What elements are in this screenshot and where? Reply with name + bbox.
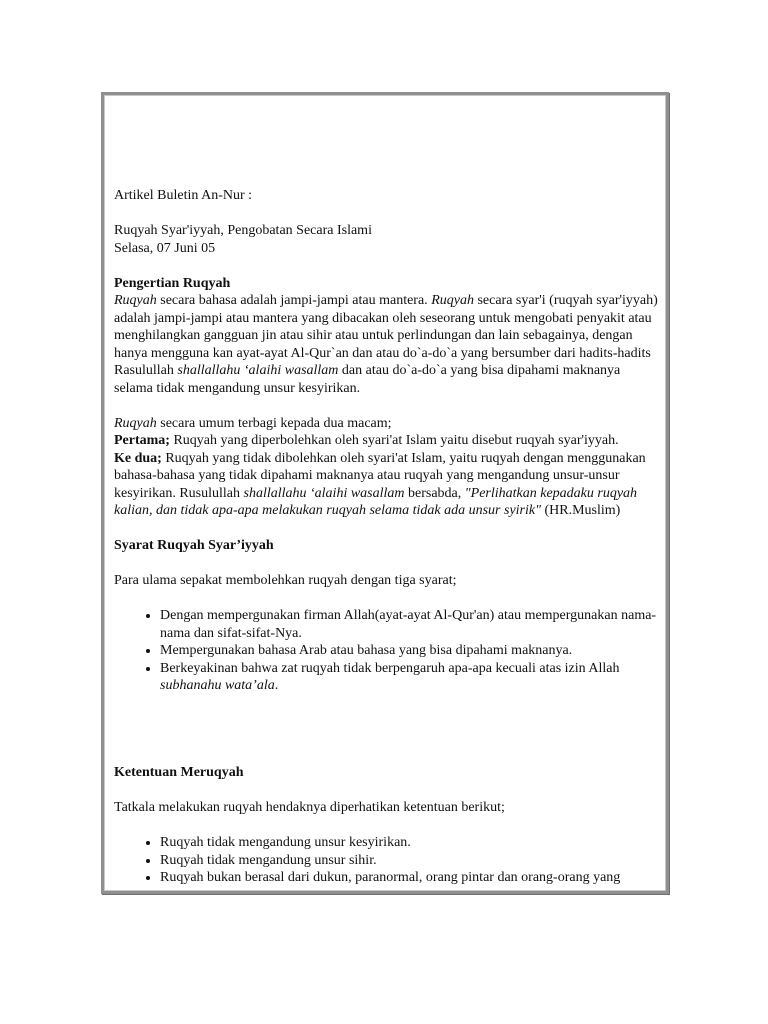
term-ruqyah-2: Ruqyah — [431, 293, 474, 308]
definition-text-1: secara bahasa adalah jampi-jampi atau mantera. — [156, 293, 432, 308]
section-heading-rules: Ketentuan Meruqyah — [114, 765, 244, 780]
list-item: • Ruqyah tidak mengandung unsur sihir. — [160, 852, 660, 870]
type-first-label: Pertama; — [114, 433, 170, 448]
type-second — [114, 450, 660, 520]
list-item: • Ruqyah tidak mengandung unsur kesyirikan. — [160, 834, 660, 852]
salawat-phrase-2: shallallahu ‘alaihi wasallam — [243, 485, 405, 501]
document-content — [114, 187, 660, 894]
types-intro-text: secara umum terbagi kepada dua macam; — [156, 415, 392, 431]
hadith-source: (HR.Muslim) — [541, 503, 621, 518]
conditions-list — [114, 607, 660, 695]
types-intro — [114, 415, 660, 433]
conditions-intro: Para ulama sepakat membolehkan ruqyah dengan tiga syarat; — [114, 573, 457, 588]
salawat-phrase: shallallahu ‘alaihi wasallam — [177, 363, 339, 378]
header-text: Artikel Buletin An-Nur : — [114, 188, 253, 203]
hadith-quote: "Perlihatkan kepadaku ruqyah kalian, dan tidak apa-apa melakukan ruqyah selama tidak ada unsur syirik" — [114, 485, 638, 518]
type-first — [114, 432, 660, 450]
section-heading-conditions-wrap — [114, 537, 660, 555]
type-first-text: Ruqyah yang diperbolehkan oleh syari'at Islam yaitu disebut ruqyah syar'iyyah. — [169, 433, 619, 448]
article-title: Ruqyah Syar'iyyah, Pengobatan Secara Islami — [114, 223, 372, 238]
section-definition — [114, 275, 660, 398]
list-item — [160, 660, 660, 695]
section-types — [114, 415, 660, 520]
list-item-text: Berkeyakinan bahwa zat ruqyah tidak berpengaruh apa-apa kecuali atas izin Allah — [160, 660, 620, 676]
rules-list — [114, 834, 660, 887]
list-item: • Mempergunakan bahasa Arab atau bahasa yang bisa dipahami maknanya. — [160, 642, 660, 660]
type-second-text-2: bersabda, — [404, 485, 465, 501]
subhanahu-phrase: subhanahu wata’ala — [160, 678, 275, 693]
spacer — [114, 712, 660, 764]
term-ruqyah-3: Ruqyah — [114, 415, 157, 431]
definition-text-3: dan atau do`a-do`a yang bisa dipahami maknanya selama tidak mengandung unsur kesyirikan. — [114, 363, 621, 396]
section-heading-definition: Pengertian Ruqyah — [114, 275, 231, 291]
section-heading-conditions: Syarat Ruqyah Syar’iyyah — [114, 538, 274, 553]
term-ruqyah: Ruqyah — [114, 293, 157, 308]
list-item-end: . — [274, 678, 279, 693]
list-item: • Ruqyah bukan berasal dari dukun, paranormal, orang pintar dan orang-orang yang — [160, 869, 660, 887]
article-header — [114, 187, 660, 205]
article-date: Selasa, 07 Juni 05 — [114, 240, 216, 256]
list-item: • Dengan mempergunakan firman Allah(ayat-ayat Al-Qur'an) atau mempergunakan nama-nama dan sifat-sifat-Nya. — [160, 607, 660, 642]
document-page — [101, 92, 669, 894]
definition-text-2: secara syar'i (ruqyah syar'iyyah) adalah jampi-jampi atau mantera yang dibacakan oleh seseorang untuk mengobati penyakit atau menghilangkan gangguan jin atau sihir atau untuk perlindungan dan lain sebagainya, dengan hanya mengguna kan ayat-ayat Al-Qur`an dan atau do`a-do`a yang bersumber dari hadits-hadits Rasulullah — [114, 293, 658, 378]
type-second-label: Ke dua; — [114, 450, 162, 466]
section-heading-rules-wrap — [114, 764, 660, 782]
type-second-text-1: Ruqyah yang tidak dibolehkan oleh syari'at Islam, yaitu ruqyah dengan menggunakan bahasa-bahasa yang tidak dipahami maknanya atau ruqyah yang mengandung unsur-unsur kesyirikan. Rusulullah — [114, 450, 646, 501]
rules-intro: Tatkala melakukan ruqyah hendaknya diperhatikan ketentuan berikut; — [114, 800, 505, 815]
article-meta — [114, 222, 660, 257]
